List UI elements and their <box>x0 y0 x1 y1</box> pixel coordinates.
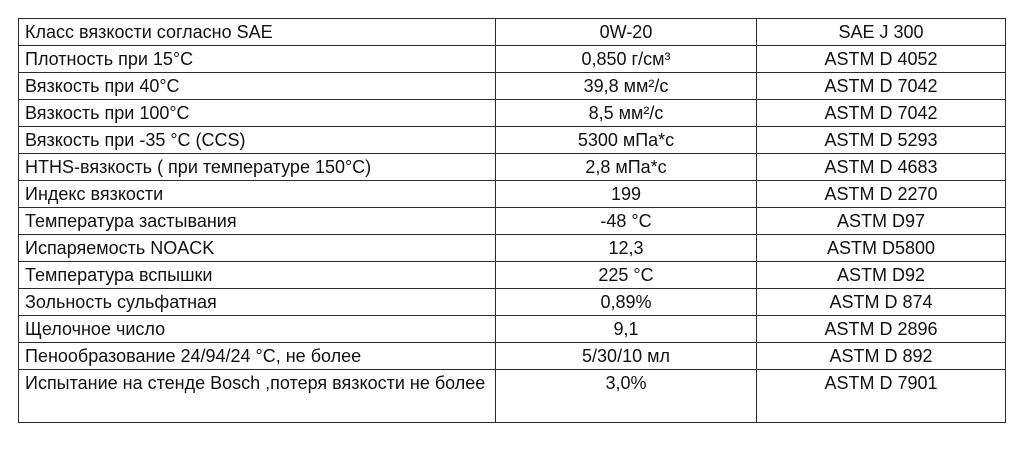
table-row <box>19 235 1006 262</box>
method-cell: ASTM D 892 <box>757 343 1006 370</box>
method-cell: ASTM D 2270 <box>757 181 1006 208</box>
table-row <box>19 46 1006 73</box>
method-cell: ASTM D 7042 <box>757 100 1006 127</box>
parameter-cell: Зольность сульфатная <box>19 289 496 316</box>
method-cell: ASTM D 4683 <box>757 154 1006 181</box>
parameter-cell: Температура вспышки <box>19 262 496 289</box>
method-cell: ASTM D 874 <box>757 289 1006 316</box>
parameter-cell: Щелочное число <box>19 316 496 343</box>
table-row <box>19 316 1006 343</box>
value-cell: 225 °С <box>496 262 757 289</box>
method-cell: SAE J 300 <box>757 19 1006 46</box>
parameter-cell: Температура застывания <box>19 208 496 235</box>
value-cell: 0W-20 <box>496 19 757 46</box>
parameter-cell: Плотность при 15°C <box>19 46 496 73</box>
value-cell: 39,8 мм²/с <box>496 73 757 100</box>
parameter-cell: Вязкость при -35 °С (CCS) <box>19 127 496 154</box>
table-row <box>19 73 1006 100</box>
value-cell: 199 <box>496 181 757 208</box>
value-cell: 5/30/10 мл <box>496 343 757 370</box>
value-cell: 12,3 <box>496 235 757 262</box>
specifications-table <box>18 18 1006 423</box>
parameter-cell: Пенообразование 24/94/24 °С, не более <box>19 343 496 370</box>
table-row <box>19 289 1006 316</box>
value-cell: 2,8 мПа*с <box>496 154 757 181</box>
table-row <box>19 154 1006 181</box>
table-row <box>19 181 1006 208</box>
parameter-cell: HTHS-вязкость ( при температуре 150°С) <box>19 154 496 181</box>
value-cell: 0,850 г/см³ <box>496 46 757 73</box>
table-row <box>19 127 1006 154</box>
table-row <box>19 262 1006 289</box>
parameter-cell: Испаряемость NOACK <box>19 235 496 262</box>
method-cell: ASTM D 4052 <box>757 46 1006 73</box>
table-row <box>19 343 1006 370</box>
parameter-cell: Класс вязкости согласно SAE <box>19 19 496 46</box>
value-cell: -48 °С <box>496 208 757 235</box>
method-cell: ASTM D5800 <box>757 235 1006 262</box>
parameter-cell: Индекс вязкости <box>19 181 496 208</box>
parameter-cell: Вязкость при 100°С <box>19 100 496 127</box>
value-cell: 8,5 мм²/с <box>496 100 757 127</box>
value-cell: 3,0% <box>496 370 757 423</box>
method-cell: ASTM D 7901 <box>757 370 1006 423</box>
method-cell: ASTM D 7042 <box>757 73 1006 100</box>
value-cell: 9,1 <box>496 316 757 343</box>
value-cell: 0,89% <box>496 289 757 316</box>
table-row <box>19 208 1006 235</box>
method-cell: ASTM D97 <box>757 208 1006 235</box>
parameter-cell: Вязкость при 40°С <box>19 73 496 100</box>
method-cell: ASTM D 2896 <box>757 316 1006 343</box>
method-cell: ASTM D 5293 <box>757 127 1006 154</box>
value-cell: 5300 мПа*с <box>496 127 757 154</box>
table-row <box>19 100 1006 127</box>
parameter-cell: Испытание на стенде Bosch ,потеря вязкости не более <box>19 370 496 423</box>
method-cell: ASTM D92 <box>757 262 1006 289</box>
table-row <box>19 370 1006 423</box>
table-row <box>19 19 1006 46</box>
